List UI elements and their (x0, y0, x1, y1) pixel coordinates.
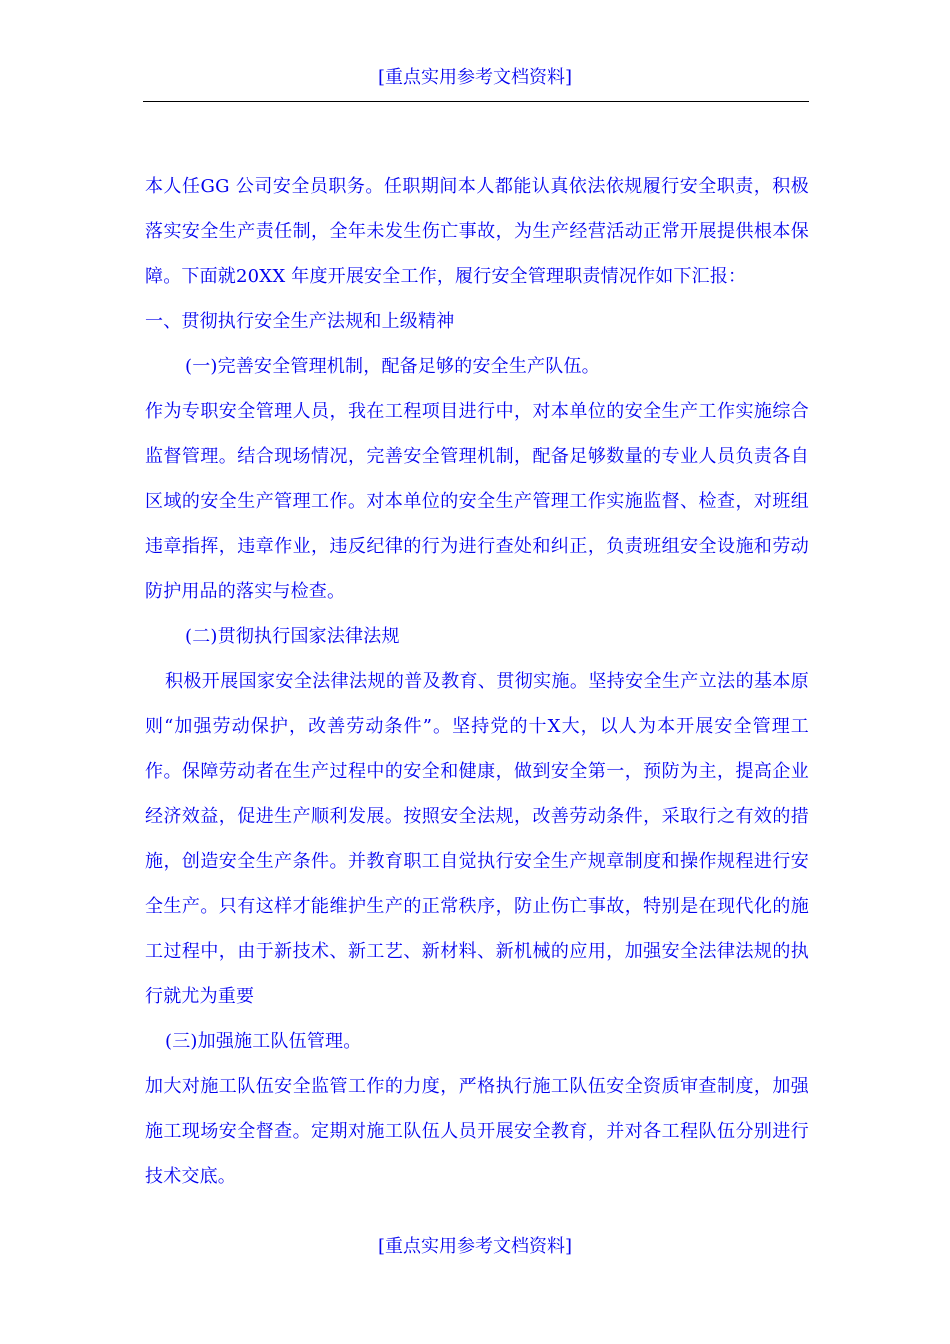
intro-paragraph: 本人任GG 公司安全员职务。任职期间本人都能认真依法依规履行安全职责，积极落实安全生产责任制，全年未发生伤亡事故，为生产经营活动正常开展提供根本保障。下面就20XX 年度开展安全工作，履行安全管理职责情况作如下汇报： (145, 176, 809, 287)
subsection-heading-2: (二)贯彻执行国家法律法规 (185, 626, 400, 647)
subsection-heading-1: (一)完善安全管理机制，配备足够的安全生产队伍。 (185, 356, 600, 377)
subsection-body-1: 作为专职安全管理人员，我在工程项目进行中，对本单位的安全生产工作实施综合监督管理。结合现场情况，完善安全管理机制，配备足够数量的专业人员负责各自区域的安全生产管理工作。对本单位的安全生产管理工作实施监督、检查，对班组违章指挥，违章作业，违反纪律的行为进行查处和纠正，负责班组安全设施和劳动防护用品的落实与检查。 (145, 401, 809, 602)
document-body (145, 164, 809, 1199)
header-divider (143, 101, 809, 102)
subsection-body-3: 加大对施工队伍安全监管工作的力度，严格执行施工队伍安全资质审查制度，加强施工现场安全督查。定期对施工队伍人员开展安全教育，并对各工程队伍分别进行技术交底。 (145, 1076, 809, 1187)
page-header: [重点实用参考文档资料] (377, 67, 573, 88)
subsection-heading-3: (三)加强施工队伍管理。 (165, 1031, 362, 1052)
page-footer: [重点实用参考文档资料] (377, 1236, 573, 1257)
section-heading-1: 一、贯彻执行安全生产法规和上级精神 (145, 311, 455, 332)
subsection-body-2: 积极开展国家安全法律法规的普及教育、贯彻实施。坚持安全生产立法的基本原则“加强劳动保护，改善劳动条件”。坚持党的十X大，以人为本开展安全管理工作。保障劳动者在生产过程中的安全和健康，做到安全第一，预防为主，提高企业经济效益，促进生产顺利发展。按照安全法规，改善劳动条件，采取行之有效的措施，创造安全生产条件。并教育职工自觉执行安全生产规章制度和操作规程进行安全生产。只有这样才能维护生产的正常秩序，防止伤亡事故，特别是在现代化的施工过程中，由于新技术、新工艺、新材料、新机械的应用，加强安全法律法规的执行就尤为重要 (145, 671, 809, 1007)
